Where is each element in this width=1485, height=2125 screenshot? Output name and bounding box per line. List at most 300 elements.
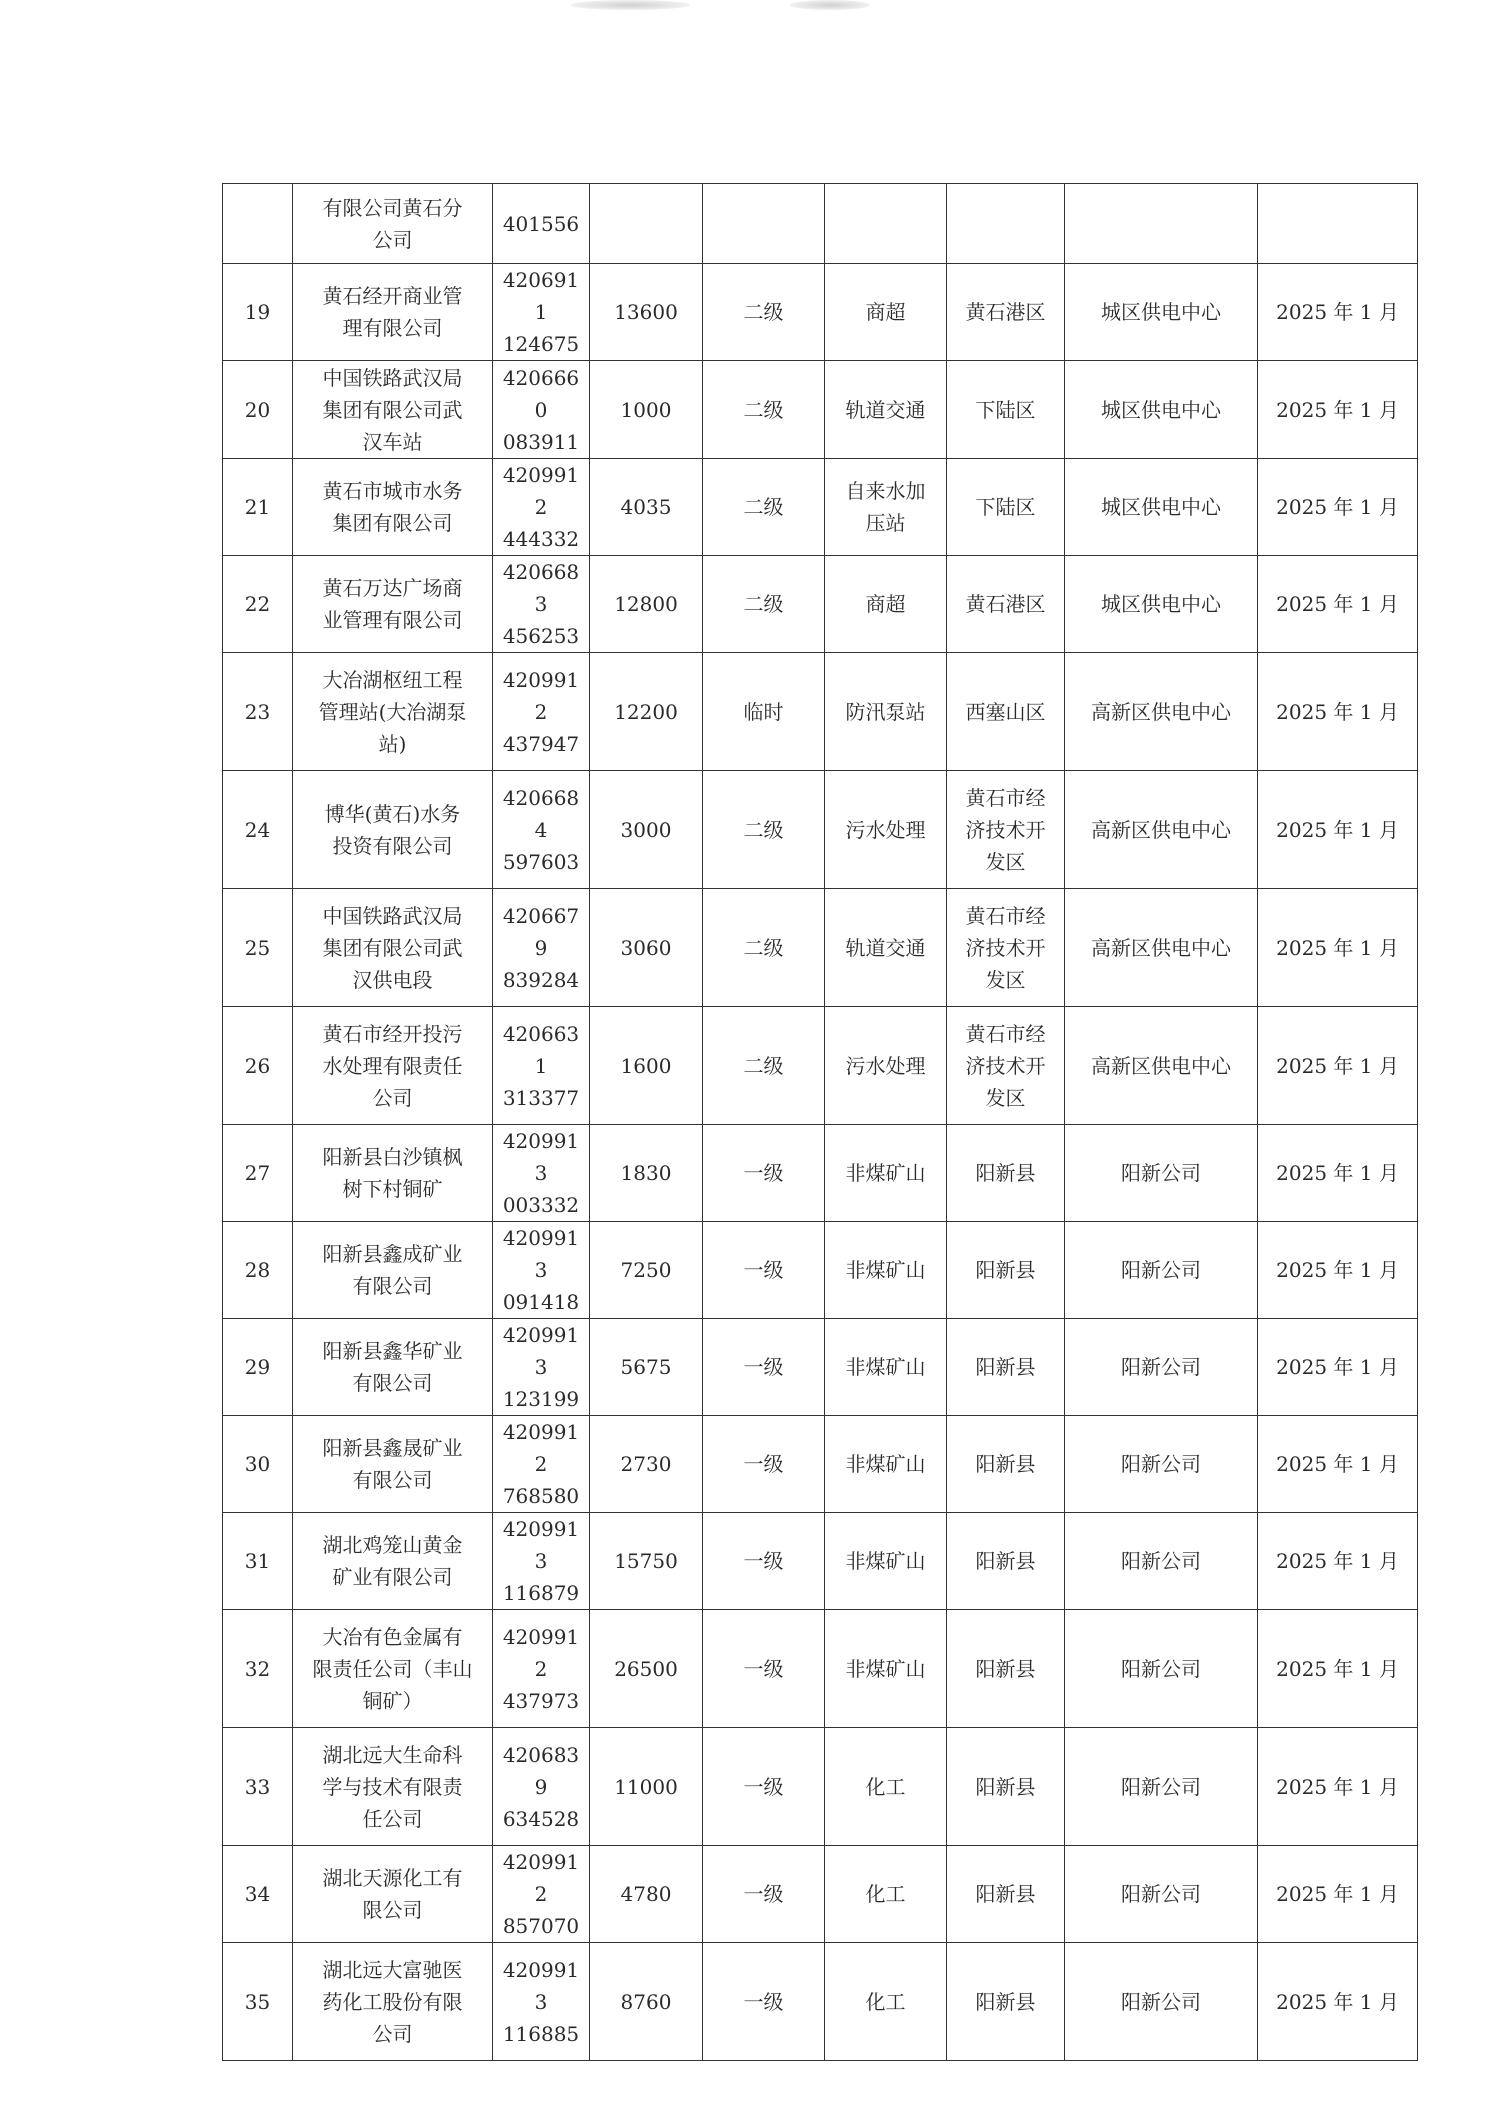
- row-number-cell: 26: [223, 1007, 293, 1125]
- industry-cell-line: 压站: [865, 511, 906, 535]
- industry-cell: [825, 1513, 947, 1610]
- company-name-cell-line: 公司: [372, 1085, 413, 1110]
- date-cell: 2025 年 1 月: [1258, 1125, 1418, 1222]
- row-number-cell: 20: [223, 361, 293, 459]
- customer-table: [222, 183, 1418, 2061]
- date-cell: 2025 年 1 月: [1258, 1319, 1418, 1416]
- company-name-cell: [293, 184, 493, 264]
- load-value-cell: 1600: [590, 1007, 703, 1125]
- supply-center-cell: 城区供电中心: [1065, 361, 1258, 459]
- company-name-cell-line: 有限公司黄石分: [322, 195, 463, 220]
- level-cell: 一级: [703, 1125, 825, 1222]
- company-name-cell-line: 黄石万达广场商: [322, 576, 463, 600]
- supply-center-cell: 阳新公司: [1065, 1319, 1258, 1416]
- row-number-cell: [223, 184, 293, 264]
- area-cell-line: 发区: [985, 967, 1026, 992]
- table-body: [223, 184, 1418, 2061]
- table-row: [223, 184, 1418, 264]
- company-name-cell-line: 大冶湖枢纽工程: [322, 667, 463, 692]
- industry-cell-line: 非煤矿山: [845, 1258, 926, 1282]
- load-value-cell: 4780: [590, 1846, 703, 1943]
- company-name-cell: [293, 1943, 493, 2061]
- table-row: [223, 1943, 1418, 2061]
- company-name-cell: [293, 1416, 493, 1513]
- account-code-cell-line: 456253: [502, 624, 580, 648]
- account-code-cell: [493, 1125, 590, 1222]
- company-name-cell-line: 公司: [372, 227, 413, 252]
- account-code-cell-line: 4206679: [502, 903, 580, 960]
- area-cell-line: 阳新县: [975, 1989, 1036, 2014]
- level-cell: 二级: [703, 459, 825, 556]
- industry-cell: [825, 1846, 947, 1943]
- company-name-cell-line: 公司: [372, 2021, 413, 2046]
- company-name-cell: [293, 459, 493, 556]
- area-cell: [947, 889, 1065, 1007]
- level-cell: 二级: [703, 1007, 825, 1125]
- supply-center-cell: 阳新公司: [1065, 1513, 1258, 1610]
- table-row: [223, 361, 1418, 459]
- account-code-cell-line: 4206631: [502, 1021, 580, 1078]
- account-code-cell-line: 083911: [502, 429, 580, 454]
- account-code-cell: [493, 361, 590, 459]
- level-cell: 二级: [703, 771, 825, 889]
- account-code-cell: [493, 1728, 590, 1846]
- industry-cell: [825, 1728, 947, 1846]
- table-row: [223, 459, 1418, 556]
- company-name-cell-line: 湖北天源化工有: [322, 1866, 463, 1890]
- account-code-cell: [493, 1319, 590, 1416]
- table-row: [223, 1125, 1418, 1222]
- area-cell-line: 济技术开: [965, 1053, 1046, 1078]
- company-name-cell-line: 湖北远大富驰医: [322, 1957, 463, 1982]
- row-number-cell: 23: [223, 653, 293, 771]
- company-name-cell-line: 水处理有限责任: [322, 1053, 463, 1078]
- area-cell-line: 阳新县: [975, 1656, 1036, 1681]
- load-value-cell: 13600: [590, 264, 703, 361]
- account-code-cell-line: 437947: [502, 731, 580, 756]
- account-code-cell-line: 4209913: [502, 1129, 580, 1185]
- account-code-cell: [493, 1416, 590, 1513]
- company-name-cell-line: 中国铁路武汉局: [322, 365, 463, 390]
- account-code-cell-line: 4209913: [502, 1517, 580, 1573]
- company-name-cell-line: 管理站(大冶湖泵: [318, 699, 467, 724]
- table-row: [223, 1319, 1418, 1416]
- date-cell: 2025 年 1 月: [1258, 556, 1418, 653]
- load-value-cell: 5675: [590, 1319, 703, 1416]
- date-cell: 2025 年 1 月: [1258, 264, 1418, 361]
- industry-cell-line: 污水处理: [845, 1053, 926, 1078]
- account-code-cell-line: 4209912: [502, 667, 580, 724]
- area-cell-line: 下陆区: [975, 495, 1036, 519]
- scan-smudge-right: [790, 0, 870, 10]
- area-cell-line: 黄石港区: [965, 592, 1046, 616]
- industry-cell-line: 自来水加: [845, 479, 926, 503]
- account-code-cell-line: 123199: [502, 1387, 580, 1411]
- row-number-cell: 32: [223, 1610, 293, 1728]
- industry-cell: [825, 264, 947, 361]
- company-name-cell-line: 中国铁路武汉局: [322, 903, 463, 928]
- account-code-cell-line: 768580: [502, 1484, 580, 1508]
- company-name-cell: [293, 1513, 493, 1610]
- area-cell: [947, 1943, 1065, 2061]
- account-code-cell-line: 4206839: [502, 1742, 580, 1799]
- supply-center-cell: 阳新公司: [1065, 1416, 1258, 1513]
- account-code-cell-line: 4206683: [502, 560, 580, 616]
- supply-center-cell: 城区供电中心: [1065, 264, 1258, 361]
- account-code-cell-line: 444332: [502, 527, 580, 551]
- company-name-cell-line: 博华(黄石)水务: [324, 801, 461, 826]
- account-code-cell: [493, 1846, 590, 1943]
- account-code-cell: [493, 556, 590, 653]
- level-cell: 一级: [703, 1846, 825, 1943]
- company-name-cell: [293, 653, 493, 771]
- supply-center-cell: 城区供电中心: [1065, 556, 1258, 653]
- company-name-cell-line: 黄石市经开投污: [322, 1021, 463, 1046]
- account-code-cell: [493, 264, 590, 361]
- account-code-cell-line: 437973: [502, 1688, 580, 1713]
- company-name-cell-line: 树下村铜矿: [342, 1177, 443, 1201]
- area-cell-line: 阳新县: [975, 1882, 1036, 1906]
- supply-center-cell: 阳新公司: [1065, 1943, 1258, 2061]
- company-name-cell: [293, 361, 493, 459]
- area-cell: [947, 184, 1065, 264]
- load-value-cell: 7250: [590, 1222, 703, 1319]
- row-number-cell: 31: [223, 1513, 293, 1610]
- company-name-cell-line: 有限公司: [352, 1371, 433, 1395]
- industry-cell-line: 化工: [865, 1774, 906, 1799]
- industry-cell-line: 化工: [865, 1882, 906, 1906]
- company-name-cell: [293, 1728, 493, 1846]
- level-cell: 一级: [703, 1610, 825, 1728]
- account-code-cell-line: 091418: [502, 1290, 580, 1314]
- account-code-cell: [493, 1513, 590, 1610]
- company-name-cell: [293, 889, 493, 1007]
- level-cell: 临时: [703, 653, 825, 771]
- area-cell-line: 发区: [985, 849, 1026, 874]
- supply-center-cell: 阳新公司: [1065, 1728, 1258, 1846]
- date-cell: [1258, 184, 1418, 264]
- company-name-cell-line: 矿业有限公司: [332, 1565, 453, 1589]
- industry-cell: [825, 1610, 947, 1728]
- industry-cell: [825, 459, 947, 556]
- row-number-cell: 30: [223, 1416, 293, 1513]
- industry-cell-line: 非煤矿山: [845, 1656, 926, 1681]
- level-cell: 二级: [703, 889, 825, 1007]
- level-cell: 二级: [703, 264, 825, 361]
- account-code-cell-line: 839284: [502, 967, 580, 992]
- company-name-cell-line: 药化工股份有限: [322, 1989, 463, 2014]
- company-name-cell: [293, 264, 493, 361]
- date-cell: 2025 年 1 月: [1258, 1846, 1418, 1943]
- account-code-cell: [493, 184, 590, 264]
- account-code-cell-line: 4209912: [502, 1850, 580, 1906]
- area-cell: [947, 1319, 1065, 1416]
- account-code-cell: [493, 771, 590, 889]
- account-code-cell: [493, 1943, 590, 2061]
- company-name-cell-line: 限公司: [362, 1898, 423, 1922]
- table-row: [223, 889, 1418, 1007]
- area-cell: [947, 459, 1065, 556]
- level-cell: 一级: [703, 1943, 825, 2061]
- area-cell: [947, 1222, 1065, 1319]
- area-cell: [947, 1610, 1065, 1728]
- area-cell: [947, 1513, 1065, 1610]
- account-code-cell-line: 003332: [502, 1193, 580, 1217]
- company-name-cell: [293, 1125, 493, 1222]
- industry-cell-line: 非煤矿山: [845, 1161, 926, 1185]
- company-name-cell-line: 阳新县鑫成矿业: [322, 1242, 463, 1266]
- table-row: [223, 1007, 1418, 1125]
- company-name-cell: [293, 1319, 493, 1416]
- date-cell: 2025 年 1 月: [1258, 361, 1418, 459]
- company-name-cell-line: 黄石市城市水务: [322, 479, 463, 503]
- account-code-cell: [493, 889, 590, 1007]
- area-cell: [947, 361, 1065, 459]
- area-cell-line: 济技术开: [965, 817, 1046, 842]
- company-name-cell-line: 阳新县白沙镇枫: [322, 1145, 463, 1169]
- account-code-cell-line: 313377: [502, 1085, 580, 1110]
- load-value-cell: 2730: [590, 1416, 703, 1513]
- load-value-cell: 1830: [590, 1125, 703, 1222]
- company-name-cell-line: 有限公司: [352, 1274, 433, 1298]
- load-value-cell: 26500: [590, 1610, 703, 1728]
- date-cell: 2025 年 1 月: [1258, 889, 1418, 1007]
- supply-center-cell: 阳新公司: [1065, 1846, 1258, 1943]
- area-cell: [947, 1007, 1065, 1125]
- area-cell: [947, 1728, 1065, 1846]
- supply-center-cell: 高新区供电中心: [1065, 653, 1258, 771]
- row-number-cell: 24: [223, 771, 293, 889]
- industry-cell-line: 非煤矿山: [845, 1355, 926, 1379]
- account-code-cell-line: 401556: [502, 211, 580, 236]
- company-name-cell-line: 汉车站: [362, 429, 423, 454]
- industry-cell: [825, 771, 947, 889]
- area-cell-line: 黄石市经: [965, 785, 1046, 810]
- area-cell-line: 阳新县: [975, 1161, 1036, 1185]
- table-row: [223, 1610, 1418, 1728]
- date-cell: 2025 年 1 月: [1258, 1222, 1418, 1319]
- load-value-cell: 3060: [590, 889, 703, 1007]
- supply-center-cell: 高新区供电中心: [1065, 889, 1258, 1007]
- account-code-cell-line: 857070: [502, 1914, 580, 1938]
- area-cell-line: 阳新县: [975, 1355, 1036, 1379]
- company-name-cell-line: 限责任公司（丰山: [312, 1656, 473, 1681]
- load-value-cell: 15750: [590, 1513, 703, 1610]
- industry-cell-line: 商超: [865, 592, 906, 616]
- supply-center-cell: 高新区供电中心: [1065, 1007, 1258, 1125]
- account-code-cell-line: 4209913: [502, 1226, 580, 1282]
- company-name-cell-line: 湖北鸡笼山黄金: [322, 1533, 463, 1557]
- industry-cell-line: 污水处理: [845, 817, 926, 842]
- industry-cell-line: 非煤矿山: [845, 1549, 926, 1573]
- row-number-cell: 29: [223, 1319, 293, 1416]
- level-cell: [703, 184, 825, 264]
- load-value-cell: 12200: [590, 653, 703, 771]
- industry-cell-line: 防汛泵站: [845, 699, 926, 724]
- area-cell-line: 阳新县: [975, 1774, 1036, 1799]
- supply-center-cell: 阳新公司: [1065, 1222, 1258, 1319]
- row-number-cell: 21: [223, 459, 293, 556]
- date-cell: 2025 年 1 月: [1258, 771, 1418, 889]
- table-row: [223, 556, 1418, 653]
- date-cell: 2025 年 1 月: [1258, 1416, 1418, 1513]
- industry-cell: [825, 1943, 947, 2061]
- company-name-cell-line: 集团有限公司武: [322, 935, 463, 960]
- account-code-cell: [493, 1610, 590, 1728]
- date-cell: 2025 年 1 月: [1258, 1007, 1418, 1125]
- account-code-cell-line: 4209913: [502, 1957, 580, 2014]
- company-name-cell-line: 投资有限公司: [332, 833, 453, 858]
- industry-cell-line: 非煤矿山: [845, 1452, 926, 1476]
- company-name-cell: [293, 1846, 493, 1943]
- industry-cell: [825, 653, 947, 771]
- area-cell-line: 黄石市经: [965, 1021, 1046, 1046]
- company-name-cell-line: 理有限公司: [342, 316, 443, 340]
- load-value-cell: 12800: [590, 556, 703, 653]
- industry-cell-line: 化工: [865, 1989, 906, 2014]
- row-number-cell: 25: [223, 889, 293, 1007]
- date-cell: 2025 年 1 月: [1258, 459, 1418, 556]
- level-cell: 一级: [703, 1513, 825, 1610]
- area-cell: [947, 556, 1065, 653]
- table-row: [223, 1222, 1418, 1319]
- account-code-cell-line: 4209912: [502, 1420, 580, 1476]
- company-name-cell: [293, 1007, 493, 1125]
- company-name-cell-line: 站): [378, 731, 407, 756]
- company-name-cell-line: 大冶有色金属有: [322, 1624, 463, 1649]
- industry-cell: [825, 1319, 947, 1416]
- account-code-cell-line: 4206684: [502, 785, 580, 842]
- date-cell: 2025 年 1 月: [1258, 1610, 1418, 1728]
- industry-cell: [825, 1007, 947, 1125]
- industry-cell: [825, 1125, 947, 1222]
- date-cell: 2025 年 1 月: [1258, 1728, 1418, 1846]
- company-name-cell-line: 有限公司: [352, 1468, 433, 1492]
- supply-center-cell: 高新区供电中心: [1065, 771, 1258, 889]
- row-number-cell: 22: [223, 556, 293, 653]
- supply-center-cell: [1065, 184, 1258, 264]
- level-cell: 二级: [703, 361, 825, 459]
- industry-cell: [825, 184, 947, 264]
- area-cell-line: 西塞山区: [965, 699, 1046, 724]
- load-value-cell: 11000: [590, 1728, 703, 1846]
- date-cell: 2025 年 1 月: [1258, 1513, 1418, 1610]
- company-name-cell-line: 铜矿）: [362, 1688, 423, 1713]
- area-cell: [947, 653, 1065, 771]
- row-number-cell: 27: [223, 1125, 293, 1222]
- level-cell: 二级: [703, 556, 825, 653]
- table-row: [223, 1513, 1418, 1610]
- company-name-cell-line: 业管理有限公司: [322, 608, 463, 632]
- company-name-cell: [293, 556, 493, 653]
- table-row: [223, 771, 1418, 889]
- company-name-cell: [293, 771, 493, 889]
- area-cell-line: 济技术开: [965, 935, 1046, 960]
- level-cell: 一级: [703, 1319, 825, 1416]
- account-code-cell-line: 116879: [502, 1581, 580, 1605]
- company-name-cell-line: 阳新县鑫华矿业: [322, 1339, 463, 1363]
- load-value-cell: [590, 184, 703, 264]
- level-cell: 一级: [703, 1728, 825, 1846]
- account-code-cell: [493, 459, 590, 556]
- table-row: [223, 653, 1418, 771]
- table-row: [223, 1728, 1418, 1846]
- level-cell: 一级: [703, 1222, 825, 1319]
- row-number-cell: 33: [223, 1728, 293, 1846]
- company-name-cell-line: 汉供电段: [352, 967, 433, 992]
- industry-cell: [825, 556, 947, 653]
- industry-cell: [825, 361, 947, 459]
- account-code-cell-line: 4209913: [502, 1323, 580, 1379]
- account-code-cell-line: 124675: [502, 332, 580, 356]
- industry-cell: [825, 889, 947, 1007]
- row-number-cell: 35: [223, 1943, 293, 2061]
- area-cell-line: 黄石港区: [965, 300, 1046, 324]
- area-cell-line: 阳新县: [975, 1452, 1036, 1476]
- account-code-cell-line: 4206911: [502, 268, 580, 324]
- account-code-cell: [493, 653, 590, 771]
- row-number-cell: 34: [223, 1846, 293, 1943]
- supply-center-cell: 阳新公司: [1065, 1125, 1258, 1222]
- industry-cell-line: 轨道交通: [845, 397, 926, 422]
- account-code-cell: [493, 1007, 590, 1125]
- area-cell: [947, 1416, 1065, 1513]
- supply-center-cell: 城区供电中心: [1065, 459, 1258, 556]
- area-cell-line: 阳新县: [975, 1549, 1036, 1573]
- row-number-cell: 19: [223, 264, 293, 361]
- industry-cell: [825, 1416, 947, 1513]
- company-name-cell-line: 黄石经开商业管: [322, 284, 463, 308]
- account-code-cell-line: 597603: [502, 849, 580, 874]
- account-code-cell-line: 4209912: [502, 463, 580, 519]
- level-cell: 一级: [703, 1416, 825, 1513]
- account-code-cell-line: 4206660: [502, 365, 580, 422]
- industry-cell-line: 商超: [865, 300, 906, 324]
- industry-cell-line: 轨道交通: [845, 935, 926, 960]
- account-code-cell-line: 634528: [502, 1806, 580, 1831]
- area-cell-line: 发区: [985, 1085, 1026, 1110]
- account-code-cell-line: 116885: [502, 2021, 580, 2046]
- company-name-cell: [293, 1610, 493, 1728]
- scan-smudge-left: [570, 0, 690, 10]
- table-row: [223, 1416, 1418, 1513]
- load-value-cell: 4035: [590, 459, 703, 556]
- company-name-cell-line: 阳新县鑫晟矿业: [322, 1436, 463, 1460]
- company-name-cell-line: 任公司: [362, 1806, 423, 1831]
- company-name-cell-line: 集团有限公司: [332, 511, 453, 535]
- area-cell-line: 黄石市经: [965, 903, 1046, 928]
- account-code-cell-line: 4209912: [502, 1624, 580, 1681]
- company-name-cell-line: 湖北远大生命科: [322, 1742, 463, 1767]
- load-value-cell: 3000: [590, 771, 703, 889]
- account-code-cell: [493, 1222, 590, 1319]
- industry-cell: [825, 1222, 947, 1319]
- load-value-cell: 1000: [590, 361, 703, 459]
- company-name-cell-line: 集团有限公司武: [322, 397, 463, 422]
- area-cell: [947, 1125, 1065, 1222]
- area-cell-line: 下陆区: [975, 397, 1036, 422]
- area-cell: [947, 1846, 1065, 1943]
- load-value-cell: 8760: [590, 1943, 703, 2061]
- area-cell-line: 阳新县: [975, 1258, 1036, 1282]
- table-row: [223, 264, 1418, 361]
- supply-center-cell: 阳新公司: [1065, 1610, 1258, 1728]
- company-name-cell-line: 学与技术有限责: [322, 1774, 463, 1799]
- area-cell: [947, 264, 1065, 361]
- company-name-cell: [293, 1222, 493, 1319]
- area-cell: [947, 771, 1065, 889]
- date-cell: 2025 年 1 月: [1258, 1943, 1418, 2061]
